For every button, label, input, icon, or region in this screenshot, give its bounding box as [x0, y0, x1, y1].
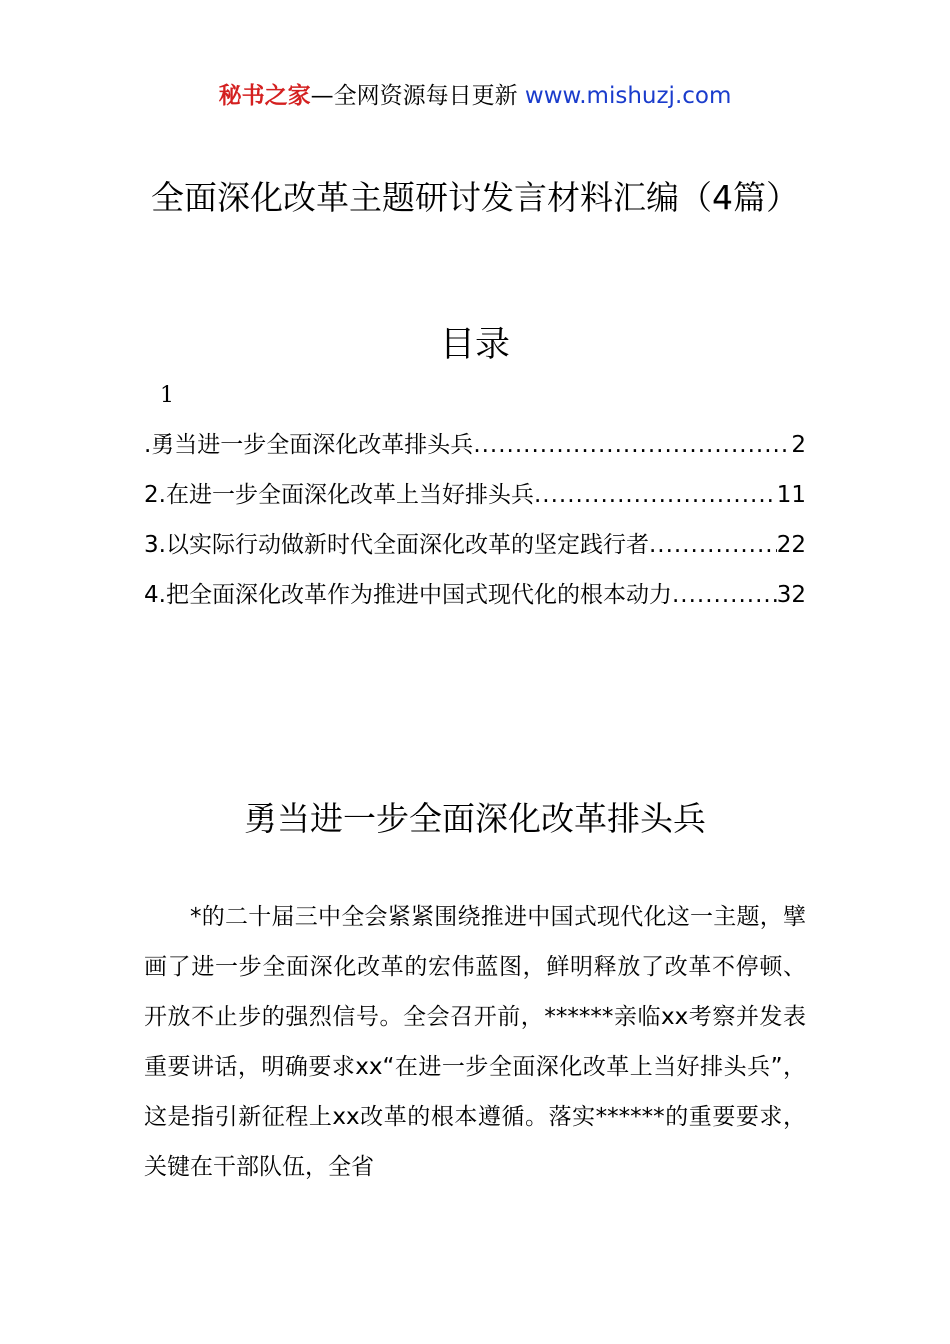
site-header [0, 80, 950, 112]
body-paragraph: *的二十届三中全会紧紧围绕推进中国式现代化这一主题，擘画了进一步全面深化改革的宏伟蓝图，鲜明释放了改革不停顿、开放不止步的强烈信号。全会召开前，******亲临xx考察并发表重要讲话，明确要求xx“在进一步全面深化改革上当好排头兵”，这是指引新征程上xx改革的根本遵循。落实******的重要要求，关键在干部队伍，全省 [144, 904, 806, 1180]
toc-entry-page: 11 [776, 482, 806, 508]
brand-name: 秘书之家 [218, 83, 311, 109]
toc-entry-3[interactable] [144, 520, 806, 570]
toc-number-line: 1 [160, 383, 174, 408]
table-of-contents [144, 420, 806, 620]
site-tagline: —全网资源每日更新 [310, 83, 525, 109]
toc-leader-dots [473, 420, 791, 470]
toc-entry-1[interactable] [144, 420, 806, 470]
toc-entry-page: 22 [776, 532, 806, 558]
toc-entry-2[interactable] [144, 470, 806, 520]
toc-entry-page: 32 [776, 582, 806, 608]
toc-entry-label: 3.以实际行动做新时代全面深化改革的坚定践行者 [144, 532, 649, 558]
toc-leader-dots [672, 570, 777, 620]
toc-leader-dots [649, 520, 777, 570]
toc-entry-label: 4.把全面深化改革作为推进中国式现代化的根本动力 [144, 582, 672, 608]
toc-leader-dots [534, 470, 777, 520]
toc-entry-label: 2.在进一步全面深化改革上当好排头兵 [144, 482, 534, 508]
toc-entry-page: 2 [791, 432, 806, 458]
site-url-link[interactable]: www.mishuzj.com [524, 83, 732, 109]
toc-entry-label: .勇当进一步全面深化改革排头兵 [144, 432, 474, 458]
document-title: 全面深化改革主题研讨发言材料汇编（4篇） [151, 178, 799, 217]
section-title: 勇当进一步全面深化改革排头兵 [244, 799, 706, 838]
toc-heading: 目录 [439, 325, 510, 365]
toc-entry-4[interactable] [144, 570, 806, 620]
